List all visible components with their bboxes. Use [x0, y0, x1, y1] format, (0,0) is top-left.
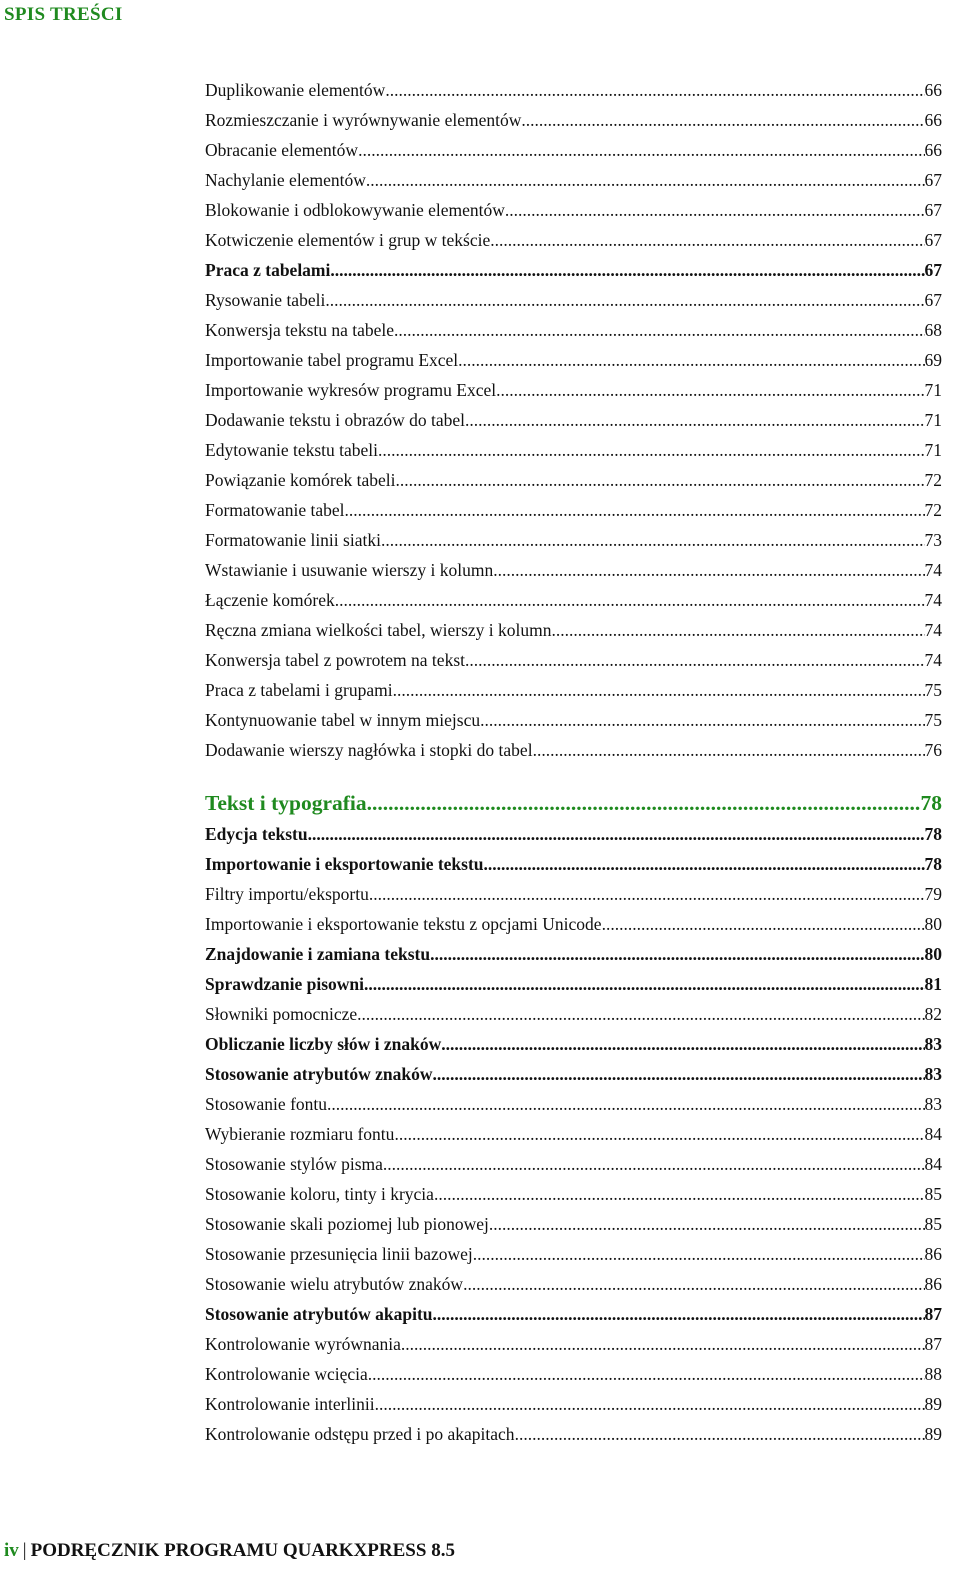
toc-entry-title: Importowanie wykresów programu Excel — [205, 380, 497, 400]
toc-entry-page: 74 — [924, 620, 942, 640]
toc-section-title: Tekst i typografia — [205, 791, 367, 815]
toc-entry-title: Rysowanie tabeli — [205, 290, 326, 310]
toc-leader-dots — [335, 585, 925, 615]
toc-entry[interactable] — [205, 999, 942, 1029]
table-of-contents — [205, 75, 942, 1449]
toc-entry-page: 74 — [924, 650, 942, 670]
toc-entry-title: Rozmieszczanie i wyrównywanie elementów — [205, 110, 522, 130]
toc-entry-page: 81 — [924, 974, 942, 994]
toc-leader-dots — [401, 1329, 925, 1359]
page-header-title: SPIS TREŚCI — [4, 4, 123, 25]
toc-entry-title: Konwersja tabel z powrotem na tekst — [205, 650, 465, 670]
toc-leader-dots — [367, 787, 921, 819]
toc-entry-title: Edycja tekstu — [205, 824, 308, 844]
footer-book-title: PODRĘCZNIK PROGRAMU QUARKXPRESS 8.5 — [30, 1540, 455, 1561]
toc-entry-page: 86 — [924, 1274, 942, 1294]
toc-entry-title: Obliczanie liczby słów i znaków — [205, 1034, 442, 1054]
toc-entry-page: 83 — [924, 1034, 942, 1054]
toc-entry[interactable] — [205, 465, 942, 495]
toc-leader-dots — [394, 1119, 924, 1149]
footer-page-number: iv — [4, 1540, 19, 1561]
toc-entry-page: 87 — [924, 1334, 942, 1354]
toc-leader-dots — [327, 1089, 924, 1119]
toc-entry-title: Duplikowanie elementów — [205, 80, 386, 100]
toc-leader-dots — [344, 495, 924, 525]
toc-entry-title: Nachylanie elementów — [205, 170, 366, 190]
toc-leader-dots — [378, 435, 924, 465]
toc-entry-title: Sprawdzanie pisowni — [205, 974, 364, 994]
toc-entry[interactable] — [205, 135, 942, 165]
toc-entry-page: 66 — [924, 140, 942, 160]
toc-entry-page: 84 — [924, 1124, 942, 1144]
toc-entry-title: Importowanie tabel programu Excel — [205, 350, 459, 370]
toc-leader-dots — [465, 405, 925, 435]
toc-entry[interactable] — [205, 195, 942, 225]
toc-entry-page: 67 — [924, 260, 942, 280]
toc-entry[interactable] — [205, 879, 942, 909]
toc-entry-page: 66 — [924, 110, 942, 130]
toc-entry-title: Wstawianie i usuwanie wierszy i kolumn — [205, 560, 494, 580]
toc-leader-dots — [385, 75, 924, 105]
toc-entry[interactable] — [205, 405, 942, 435]
toc-entry-title: Ręczna zmiana wielkości tabel, wierszy i kolumn — [205, 620, 552, 640]
toc-entry-page: 83 — [924, 1094, 942, 1114]
toc-entry-title: Formatowanie tabel — [205, 500, 345, 520]
toc-section-page: 78 — [920, 791, 942, 815]
toc-entry[interactable] — [205, 1029, 942, 1059]
toc-entry-title: Kontrolowanie odstępu przed i po akapitach — [205, 1424, 515, 1444]
toc-leader-dots — [394, 315, 924, 345]
toc-entry-title: Praca z tabelami i grupami — [205, 680, 393, 700]
toc-entry-title: Praca z tabelami — [205, 260, 331, 280]
toc-entry[interactable] — [205, 819, 942, 849]
toc-entry[interactable] — [205, 315, 942, 345]
toc-leader-dots — [381, 525, 925, 555]
toc-group-text — [205, 819, 942, 1449]
toc-leader-dots — [493, 555, 924, 585]
toc-leader-dots — [433, 1059, 925, 1089]
toc-leader-dots — [358, 135, 924, 165]
toc-entry-title: Dodawanie tekstu i obrazów do tabel — [205, 410, 465, 430]
toc-entry-page: 72 — [924, 500, 942, 520]
toc-entry[interactable] — [205, 105, 942, 135]
toc-leader-dots — [490, 225, 924, 255]
toc-entry-title: Stosowanie skali poziomej lub pionowej — [205, 1214, 489, 1234]
toc-entry-title: Blokowanie i odblokowywanie elementów — [205, 200, 505, 220]
toc-entry-page: 67 — [924, 290, 942, 310]
toc-entry-title: Dodawanie wierszy nagłówka i stopki do tabel — [205, 740, 533, 760]
toc-leader-dots — [602, 909, 925, 939]
toc-entry[interactable] — [205, 735, 942, 765]
toc-entry-page: 79 — [924, 884, 942, 904]
toc-leader-dots — [366, 165, 925, 195]
toc-leader-dots — [357, 999, 924, 1029]
toc-entry-page: 67 — [924, 200, 942, 220]
toc-entry-page: 84 — [924, 1154, 942, 1174]
toc-entry-page: 83 — [924, 1064, 942, 1084]
toc-entry-page: 80 — [924, 944, 942, 964]
toc-entry-page: 73 — [924, 530, 942, 550]
toc-group-tables — [205, 75, 942, 765]
toc-entry-title: Powiązanie komórek tabeli — [205, 470, 396, 490]
toc-entry-title: Stosowanie przesunięcia linii bazowej — [205, 1244, 473, 1264]
toc-leader-dots — [393, 675, 925, 705]
toc-leader-dots — [441, 1029, 924, 1059]
toc-entry[interactable] — [205, 849, 942, 879]
toc-entry-page: 67 — [924, 170, 942, 190]
toc-entry-page: 82 — [924, 1004, 942, 1024]
page-footer — [4, 1540, 455, 1562]
toc-entry-title: Kontrolowanie wcięcia — [205, 1364, 368, 1384]
toc-entry[interactable] — [205, 1119, 942, 1149]
toc-leader-dots — [325, 285, 924, 315]
toc-entry-title: Stosowanie atrybutów znaków — [205, 1064, 433, 1084]
toc-entry[interactable] — [205, 675, 942, 705]
toc-entry[interactable] — [205, 1359, 942, 1389]
toc-section-heading[interactable] — [205, 787, 942, 819]
toc-entry-page: 89 — [924, 1394, 942, 1414]
toc-entry[interactable] — [205, 1299, 942, 1329]
toc-leader-dots — [515, 1419, 925, 1449]
toc-entry-title: Edytowanie tekstu tabeli — [205, 440, 379, 460]
toc-entry[interactable] — [205, 525, 942, 555]
toc-leader-dots — [533, 735, 925, 765]
toc-entry-title: Stosowanie fontu — [205, 1094, 328, 1114]
toc-leader-dots — [496, 375, 924, 405]
toc-entry[interactable] — [205, 1179, 942, 1209]
toc-leader-dots — [551, 615, 924, 645]
toc-entry[interactable] — [205, 615, 942, 645]
toc-entry[interactable] — [205, 165, 942, 195]
toc-entry[interactable] — [205, 1269, 942, 1299]
toc-leader-dots — [375, 1389, 925, 1419]
toc-entry-page: 72 — [924, 470, 942, 490]
toc-entry-title: Konwersja tekstu na tabele — [205, 320, 395, 340]
toc-spacer — [205, 765, 942, 787]
toc-entry[interactable] — [205, 1149, 942, 1179]
toc-leader-dots — [396, 465, 925, 495]
toc-entry[interactable] — [205, 939, 942, 969]
toc-entry-page: 74 — [924, 590, 942, 610]
toc-entry-page: 74 — [924, 560, 942, 580]
toc-entry-page: 71 — [924, 440, 942, 460]
toc-entry[interactable] — [205, 225, 942, 255]
toc-entry-page: 71 — [924, 410, 942, 430]
toc-entry-page: 85 — [924, 1214, 942, 1234]
toc-entry-title: Stosowanie stylów pisma — [205, 1154, 383, 1174]
toc-entry[interactable] — [205, 1059, 942, 1089]
toc-entry-title: Słowniki pomocnicze — [205, 1004, 358, 1024]
toc-entry-title: Importowanie i eksportowanie tekstu z opcjami Unicode — [205, 914, 602, 934]
toc-entry-page: 71 — [924, 380, 942, 400]
toc-leader-dots — [430, 939, 924, 969]
toc-entry[interactable] — [205, 1239, 942, 1269]
toc-entry-title: Importowanie i eksportowanie tekstu — [205, 854, 484, 874]
toc-entry-title: Filtry importu/eksportu — [205, 884, 369, 904]
toc-entry-title: Znajdowanie i zamiana tekstu — [205, 944, 431, 964]
toc-entry[interactable] — [205, 375, 942, 405]
toc-entry-title: Łączenie komórek — [205, 590, 335, 610]
toc-leader-dots — [364, 969, 925, 999]
toc-leader-dots — [489, 1209, 925, 1239]
toc-leader-dots — [368, 1359, 925, 1389]
toc-entry-title: Wybieranie rozmiaru fontu — [205, 1124, 395, 1144]
toc-entry[interactable] — [205, 495, 942, 525]
toc-entry-page: 88 — [924, 1364, 942, 1384]
toc-entry[interactable] — [205, 585, 942, 615]
toc-leader-dots — [458, 345, 924, 375]
toc-entry-title: Kotwiczenie elementów i grup w tekście — [205, 230, 491, 250]
toc-entry-title: Stosowanie koloru, tinty i krycia — [205, 1184, 434, 1204]
toc-entry-page: 66 — [924, 80, 942, 100]
toc-entry[interactable] — [205, 645, 942, 675]
toc-leader-dots — [463, 1269, 924, 1299]
toc-entry[interactable] — [205, 345, 942, 375]
toc-entry-page: 80 — [924, 914, 942, 934]
toc-entry-page: 78 — [924, 824, 942, 844]
toc-entry-title: Obracanie elementów — [205, 140, 359, 160]
toc-entry[interactable] — [205, 1089, 942, 1119]
footer-separator: | — [22, 1540, 27, 1561]
toc-entry-page: 67 — [924, 230, 942, 250]
toc-entry-page: 76 — [924, 740, 942, 760]
toc-entry[interactable] — [205, 909, 942, 939]
toc-entry[interactable] — [205, 555, 942, 585]
toc-leader-dots — [505, 195, 925, 225]
toc-entry-title: Formatowanie linii siatki — [205, 530, 381, 550]
toc-entry-page: 75 — [924, 710, 942, 730]
toc-entry[interactable] — [205, 1419, 942, 1449]
toc-entry[interactable] — [205, 285, 942, 315]
toc-entry[interactable] — [205, 1389, 942, 1419]
toc-leader-dots — [433, 1299, 925, 1329]
toc-leader-dots — [434, 1179, 925, 1209]
toc-entry-page: 86 — [924, 1244, 942, 1264]
toc-leader-dots — [521, 105, 924, 135]
toc-entry-title: Stosowanie wielu atrybutów znaków — [205, 1274, 464, 1294]
toc-entry-page: 89 — [924, 1424, 942, 1444]
toc-leader-dots — [473, 1239, 925, 1269]
toc-entry-page: 85 — [924, 1184, 942, 1204]
toc-entry[interactable] — [205, 255, 942, 285]
toc-entry[interactable] — [205, 705, 942, 735]
toc-entry[interactable] — [205, 969, 942, 999]
toc-entry[interactable] — [205, 435, 942, 465]
toc-leader-dots — [383, 1149, 925, 1179]
toc-entry-page: 78 — [924, 854, 942, 874]
toc-entry-title: Stosowanie atrybutów akapitu — [205, 1304, 433, 1324]
toc-leader-dots — [484, 849, 925, 879]
toc-entry[interactable] — [205, 1209, 942, 1239]
toc-leader-dots — [308, 819, 925, 849]
toc-leader-dots — [330, 255, 924, 285]
toc-entry-page: 69 — [924, 350, 942, 370]
toc-entry-title: Kontynuowanie tabel w innym miejscu — [205, 710, 481, 730]
toc-entry[interactable] — [205, 1329, 942, 1359]
toc-entry-title: Kontrolowanie interlinii — [205, 1394, 375, 1414]
toc-entry-page: 75 — [924, 680, 942, 700]
toc-leader-dots — [369, 879, 925, 909]
toc-leader-dots — [465, 645, 925, 675]
toc-entry-page: 87 — [924, 1304, 942, 1324]
toc-entry-title: Kontrolowanie wyrównania — [205, 1334, 401, 1354]
toc-leader-dots — [480, 705, 924, 735]
toc-entry[interactable] — [205, 75, 942, 105]
toc-entry-page: 68 — [924, 320, 942, 340]
